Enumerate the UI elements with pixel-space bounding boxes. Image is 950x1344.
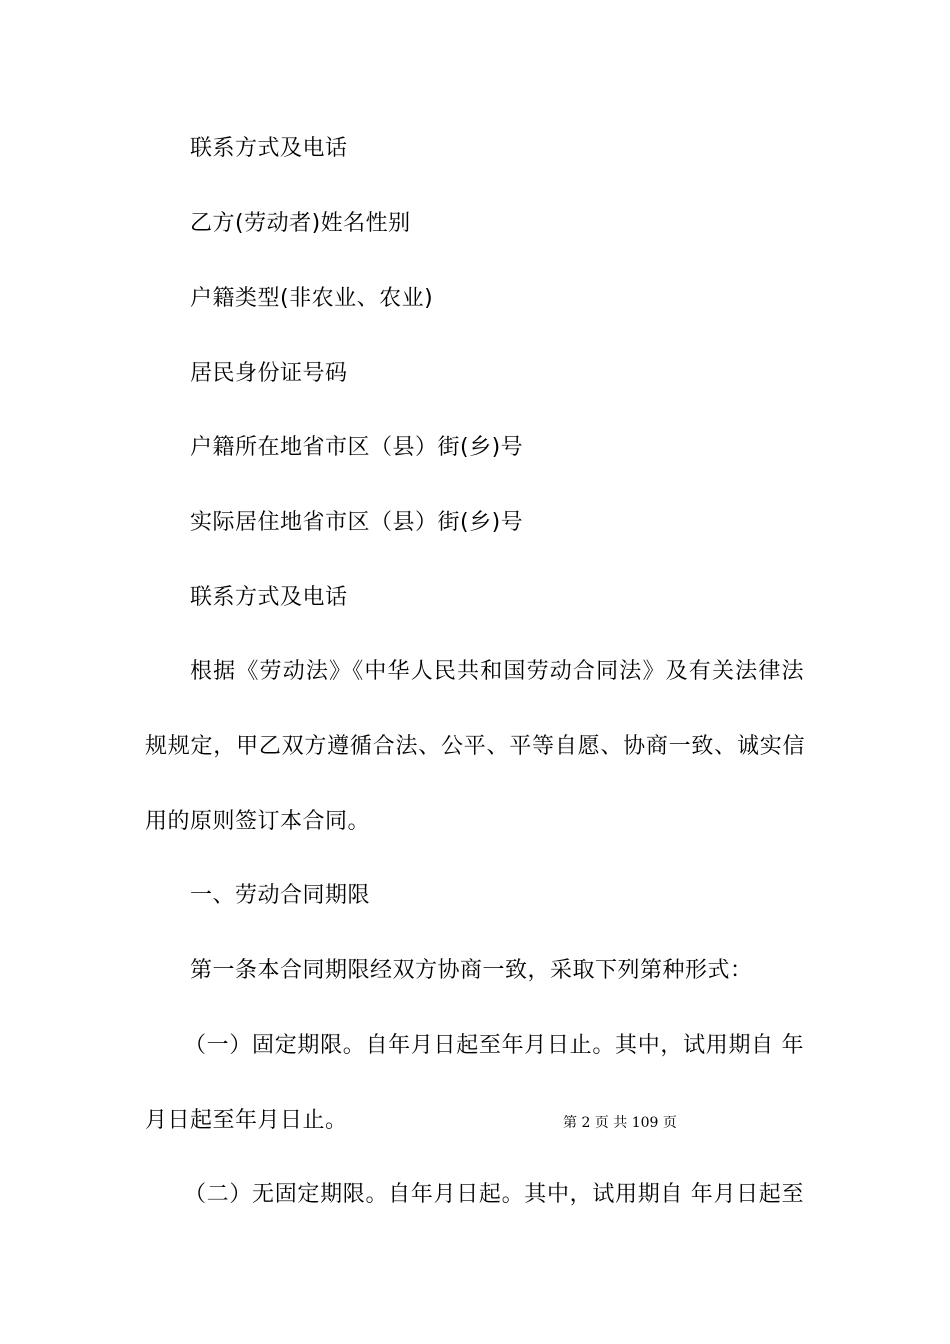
registered-address-line: 户籍所在地省市区（县）街(乡)号 bbox=[190, 435, 524, 460]
party-a-contact-line: 联系方式及电话 bbox=[190, 136, 348, 161]
residence-address-line: 实际居住地省市区（县）街(乡)号 bbox=[190, 510, 524, 535]
page-number: 第 2 页 共 109 页 bbox=[563, 1115, 677, 1131]
preamble-line-3: 用的原则签订本合同。 bbox=[145, 809, 371, 834]
preamble-line-1: 根据《劳动法》《中华人民共和国劳动合同法》及有关法律法 bbox=[190, 659, 804, 684]
preamble-line-2: 规规定，甲乙双方遵循合法、公平、平等自愿、协商一致、诚实信 bbox=[145, 734, 805, 759]
open-term-line: （二）无固定期限。自年月日起。其中，试用期自 年月日起至 bbox=[184, 1182, 804, 1207]
party-b-name-line: 乙方(劳动者)姓名性别 bbox=[190, 211, 411, 236]
article-one-line: 第一条本合同期限经双方协商一致，采取下列第种形式： bbox=[190, 958, 753, 983]
party-b-contact-line: 联系方式及电话 bbox=[190, 585, 348, 610]
fixed-term-line-1: （一）固定期限。自年月日起至年月日止。其中，试用期自 年 bbox=[184, 1033, 804, 1058]
household-type-line: 户籍类型(非农业、农业) bbox=[190, 286, 434, 311]
section-heading: 一、劳动合同期限 bbox=[190, 883, 371, 908]
fixed-term-line-2: 月日起至年月日止。 bbox=[145, 1108, 348, 1133]
id-number-line: 居民身份证号码 bbox=[190, 361, 348, 386]
